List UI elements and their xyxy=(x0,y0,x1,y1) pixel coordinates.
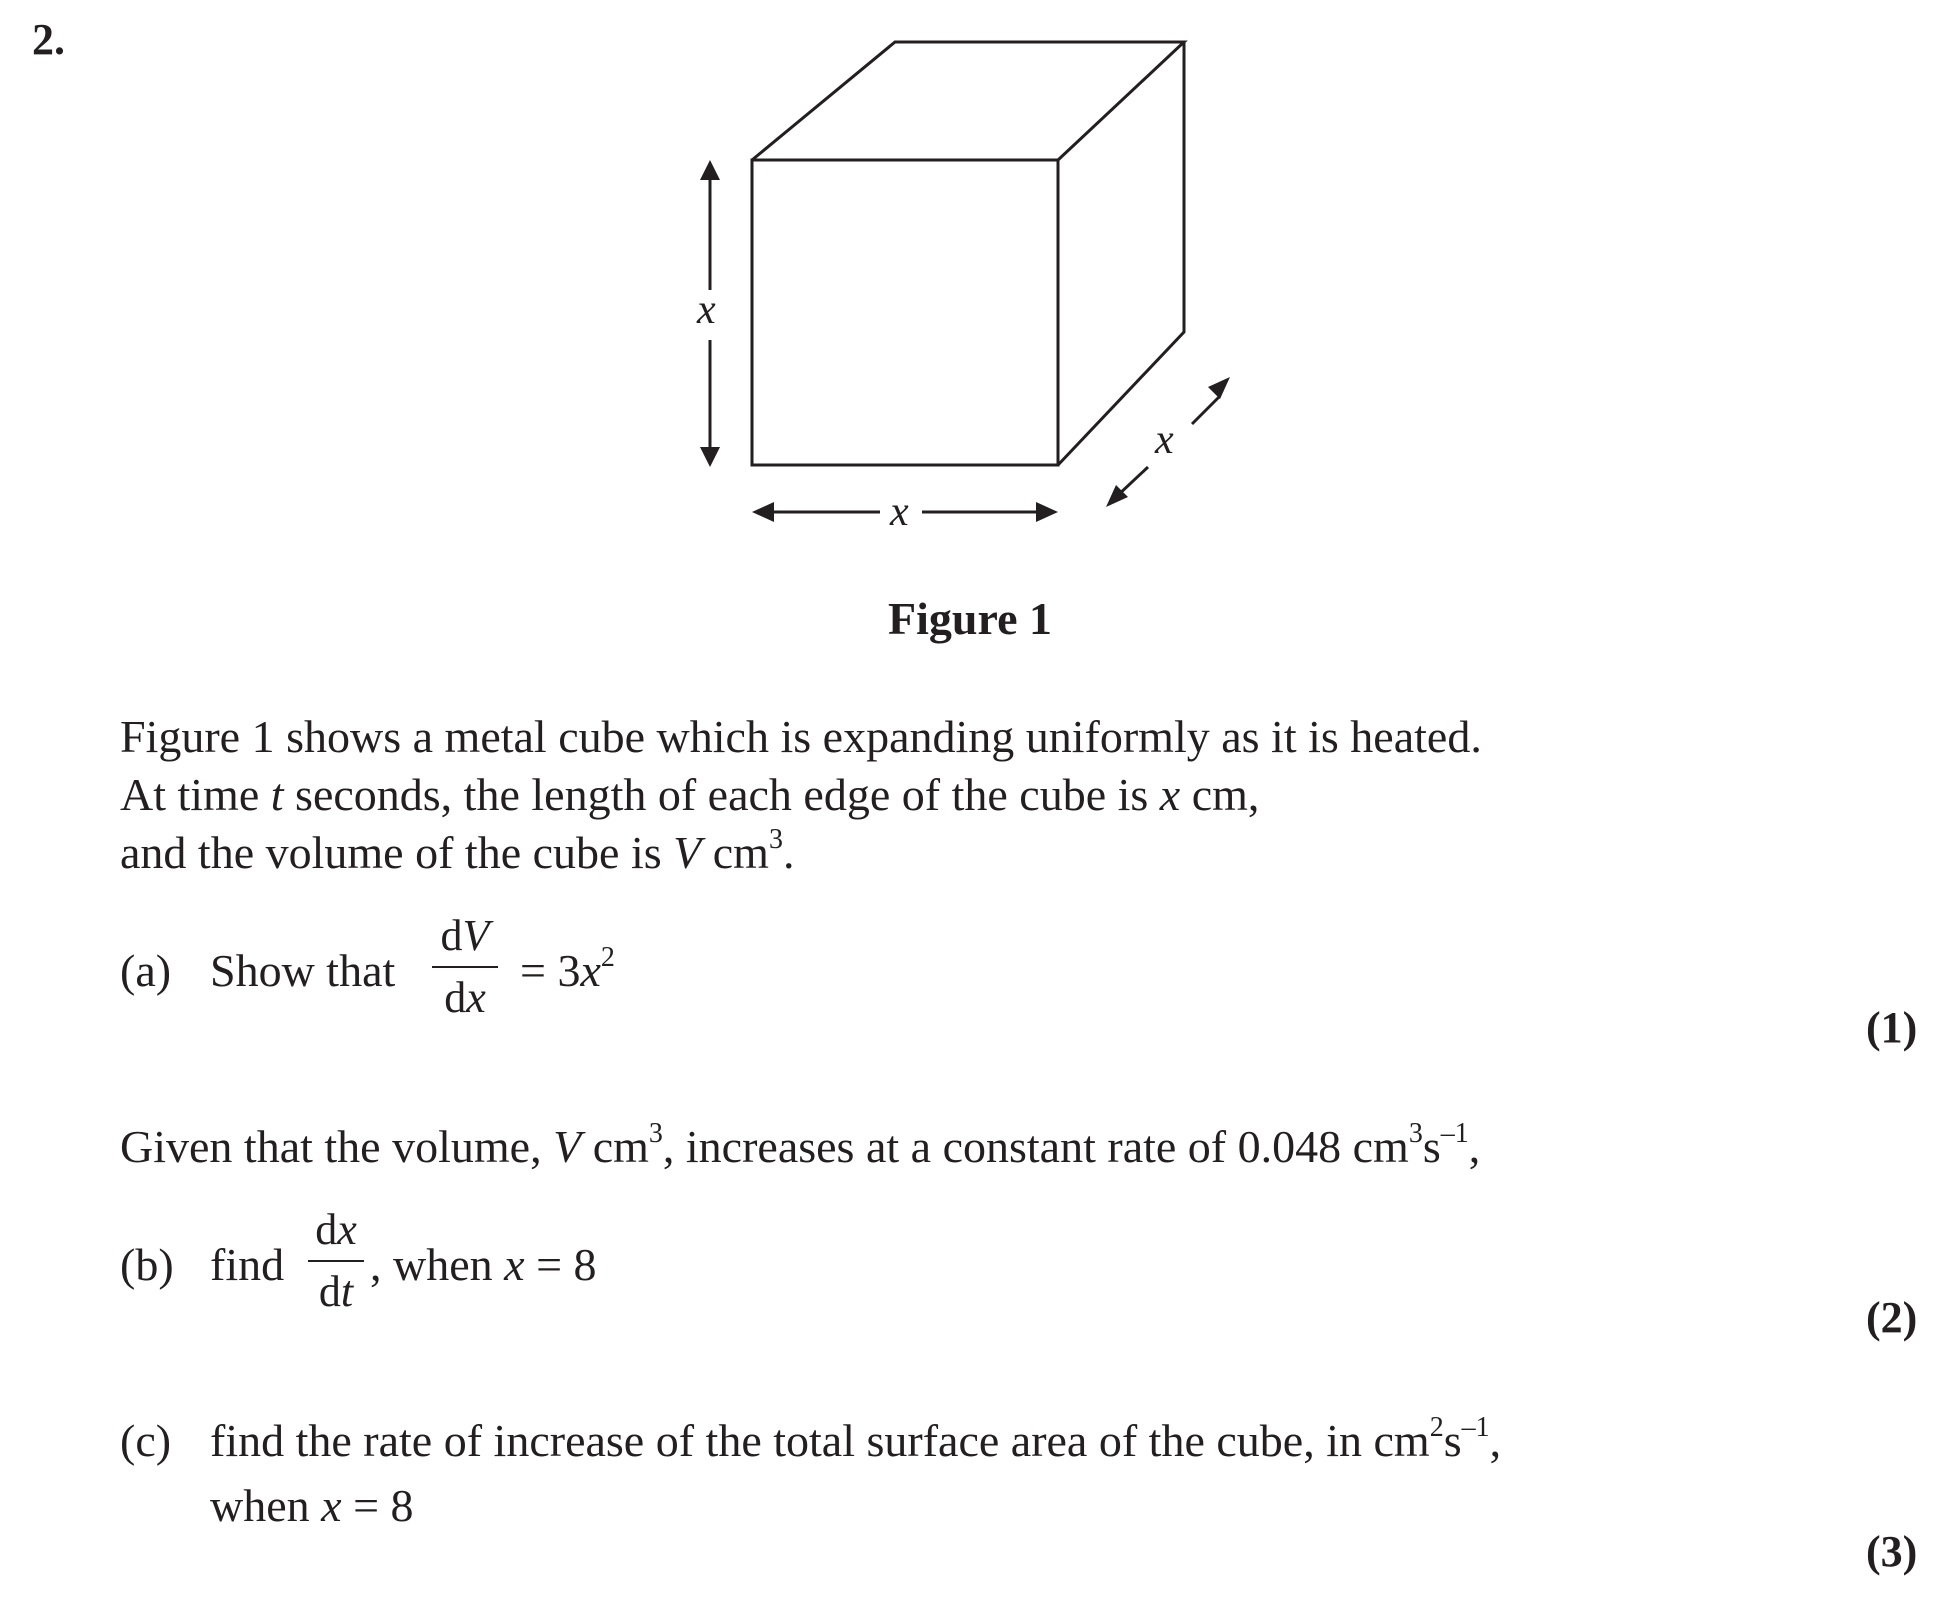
given-statement: Given that the volume, V $cm^3$, increases at a constant rate of 0.048 $cm^3s^{-1}$, xyxy=(120,1118,1481,1172)
part-c-marks: (3) xyxy=(1866,1527,1918,1576)
intro-line-2: At time t seconds, the length of each edge of the cube is x cm, xyxy=(120,769,1260,820)
width-label: x xyxy=(890,489,909,535)
depth-label: x xyxy=(1155,417,1174,463)
question-number: 2. xyxy=(32,15,65,64)
part-b-marks: (2) xyxy=(1866,1293,1918,1342)
part-a-text: Show that xyxy=(210,945,396,996)
part-b-condition: , when x = 8 xyxy=(370,1239,597,1290)
figure-caption: Figure 1 xyxy=(888,593,1052,644)
part-c-text xyxy=(210,1412,1501,1535)
part-c-label: (c) xyxy=(120,1415,172,1466)
part-a-rhs: = $3x^2$ xyxy=(520,942,615,996)
height-label: x xyxy=(697,287,716,333)
fraction-denominator: dx xyxy=(444,973,486,1022)
part-a-marks: (1) xyxy=(1866,1003,1918,1052)
part-b-fraction xyxy=(308,1204,364,1318)
cube-front-face xyxy=(752,160,1058,465)
fraction-numerator: dV xyxy=(440,911,490,960)
cube-top-face xyxy=(752,42,1184,160)
part-c-line-2: when x = 8 xyxy=(210,1480,414,1531)
part-a-label: (a) xyxy=(120,945,172,996)
part-b-text: find xyxy=(210,1239,285,1290)
intro-paragraph xyxy=(120,708,1482,889)
part-b-label: (b) xyxy=(120,1239,174,1290)
part-c-line-1: find the rate of increase of the total surface area of the cube, in $cm^2s^{-1}$, xyxy=(210,1412,1502,1466)
fraction-denominator: dt xyxy=(318,1267,354,1316)
intro-line-3: and the volume of the cube is V $cm^3$. xyxy=(120,824,795,878)
intro-line-1: Figure 1 shows a metal cube which is expanding uniformly as it is heated. xyxy=(120,711,1482,762)
cube-shape xyxy=(752,42,1184,465)
fraction-bar xyxy=(432,966,498,968)
cube-right-face xyxy=(1058,42,1184,465)
part-a-fraction xyxy=(432,910,498,1024)
cube-figure xyxy=(0,0,1948,640)
fraction-bar xyxy=(308,1260,364,1262)
fraction-numerator: dx xyxy=(315,1205,357,1254)
